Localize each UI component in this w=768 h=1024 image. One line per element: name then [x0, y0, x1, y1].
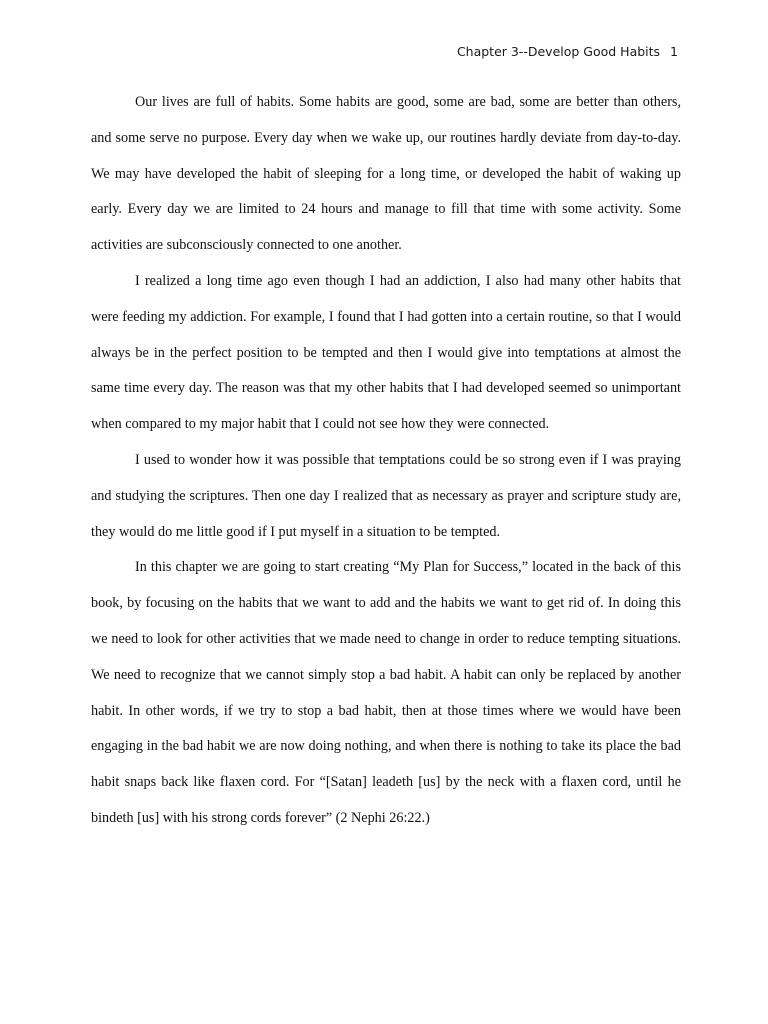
running-head-title: Chapter 3--Develop Good Habits — [456, 44, 661, 59]
paragraph-plan-for-success: In this chapter we are going to start creating “My Plan for Success,” located in the back of this book, by focusing on the habits that we want to add and the habits we want to get rid of. In doing this we need to look for other activities that we made need to change in order to reduce tempting situations. We need to recognize that we cannot simply stop a bad habit. A habit can only be replaced by another habit. In other words, if we try to stop a bad habit, then at those times where we would have been engaging in the bad habit we are now doing nothing, and when there is nothing to take its place the bad habit snaps back like flaxen cord. For “[Satan] leadeth [us] by the neck with a flaxen cord, until he bindeth [us] with his strong cords forever” (2 Nephi 26:22.) — [91, 559, 681, 826]
running-head — [457, 44, 678, 59]
paragraph-habits-intro: Our lives are full of habits. Some habits are good, some are bad, some are better than others, and some serve no purpose. Every day when we wake up, our routines hardly deviate from day-to-day. We may have developed the habit of sleeping for a long time, or developed the habit of waking up early. Every day we are limited to 24 hours and manage to fill that time with some activity. Some activities are subconsciously connected to one another. — [91, 94, 681, 254]
page-number: 1 — [670, 44, 678, 59]
body-text — [91, 85, 681, 837]
paragraph-temptations: I used to wonder how it was possible that temptations could be so strong even if I was praying and studying the scriptures. Then one day I realized that as necessary as prayer and scripture study are, they would do me little good if I put myself in a situation to be tempted. — [91, 451, 681, 540]
paragraph-addiction: I realized a long time ago even though I had an addiction, I also had many other habits that were feeding my addiction. For example, I found that I had gotten into a certain routine, so that I would always be in the perfect position to be tempted and then I would give into temptations at almost the same time every day. The reason was that my other habits that I had developed seemed so unimportant when compared to my major habit that I could not see how they were connected. — [91, 272, 681, 433]
